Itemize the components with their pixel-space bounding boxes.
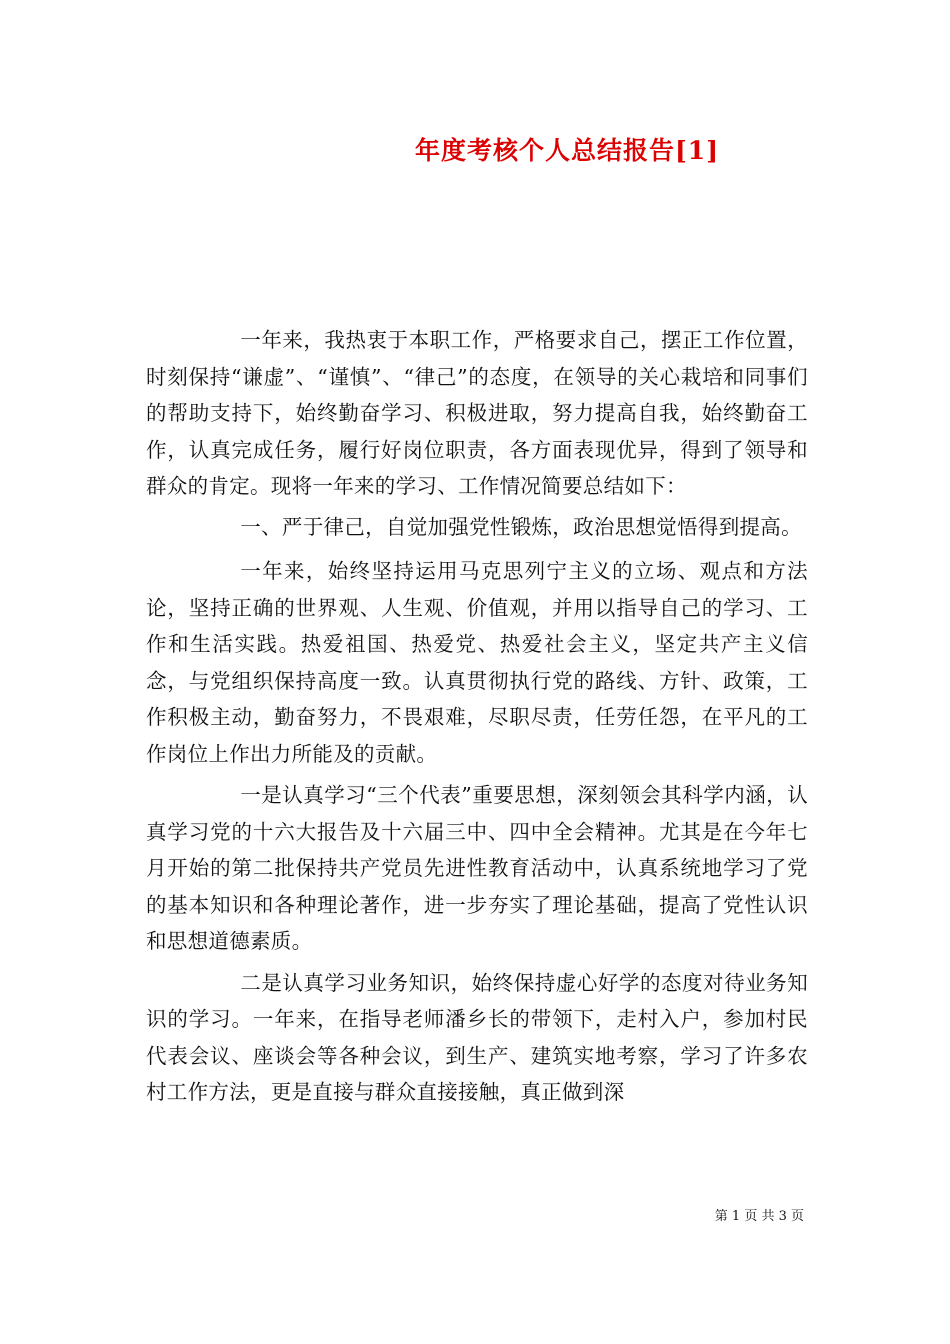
- page-footer: 第 1 页 共 3 页: [714, 1209, 804, 1224]
- document-body: [146, 322, 808, 1125]
- paragraph-point-2: 二是认真学习业务知识，始终保持虚心好学的态度对待业务知识的学习。一年来，在指导老师潘乡长的带领下，走村入户，参加村民代表会议、座谈会等各种会议，到生产、建筑实地考察，学习了许多农村工作方法，更是直接与群众直接接触，真正做到深: [146, 970, 808, 1104]
- paragraph-section-1: 一年来，始终坚持运用马克思列宁主义的立场、观点和方法论，坚持正确的世界观、人生观、价值观，并用以指导自己的学习、工作和生活实践。热爱祖国、热爱党、热爱社会主义，坚定共产主义信念，与党组织保持高度一致。认真贯彻执行党的路线、方针、政策，工作积极主动，勤奋努力，不畏艰难，尽职尽责，任劳任怨，在平凡的工作岗位上作出力所能及的贡献。: [146, 559, 808, 766]
- paragraph-intro: 一年来，我热衷于本职工作，严格要求自己，摆正工作位置，时刻保持“谦虚”、“谨慎”、“律己”的态度，在领导的关心栽培和同事们的帮助支持下，始终勤奋学习、积极进取，努力提高自我，始终勤奋工作，认真完成任务，履行好岗位职责，各方面表现优异，得到了领导和群众的肯定。现将一年来的学习、工作情况简要总结如下：: [146, 328, 808, 498]
- document-title-text: 年度考核个人总结报告[1]: [414, 136, 720, 165]
- section-heading-1: 一、严于律己，自觉加强党性锻炼，政治思想觉悟得到提高。: [240, 514, 802, 539]
- paragraph-point-1: 一是认真学习“三个代表”重要思想，深刻领会其科学内涵，认真学习党的十六大报告及十六届三中、四中全会精神。尤其是在今年七月开始的第二批保持共产党员先进性教育活动中，认真系统地学习了党的基本知识和各种理论著作，进一步夯实了理论基础，提高了党性认识和思想道德素质。: [146, 783, 808, 953]
- document-title: [0, 131, 950, 167]
